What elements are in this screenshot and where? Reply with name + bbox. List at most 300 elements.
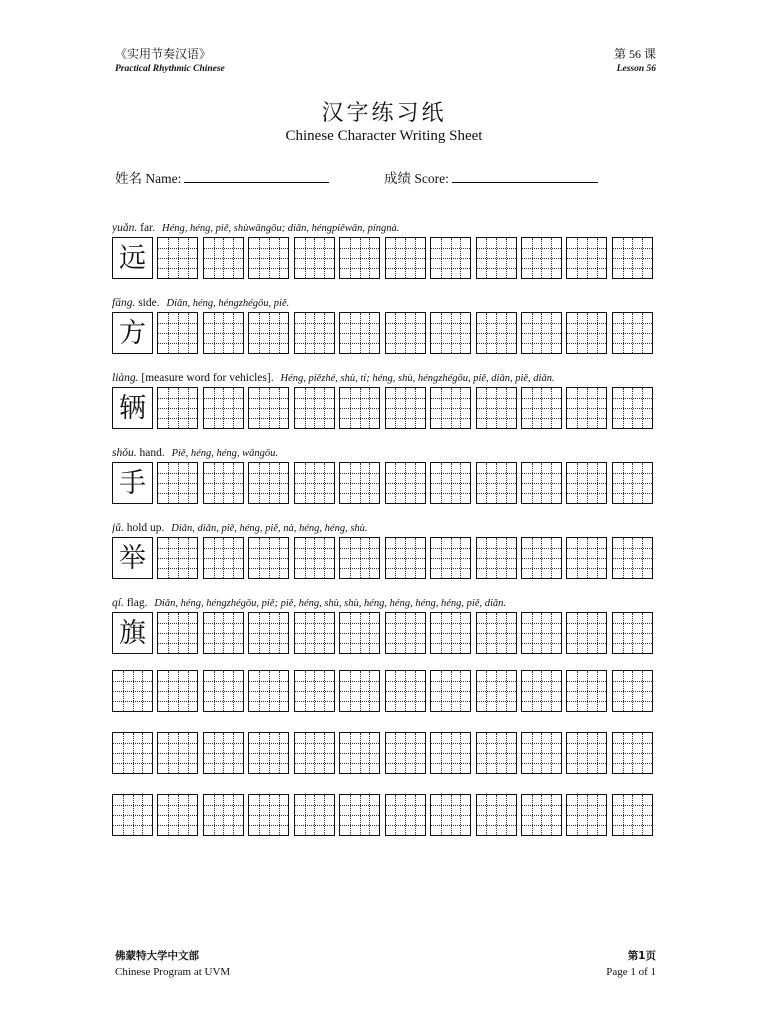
grid-guide-horizontal (386, 558, 425, 559)
grid-guide-horizontal (158, 333, 197, 334)
meaning-text: hold up. (126, 522, 165, 534)
grid-guide-horizontal (613, 268, 652, 269)
grid-guide-horizontal (204, 333, 243, 334)
grid-guide-horizontal (113, 681, 152, 682)
grid-guide-horizontal (613, 473, 652, 474)
grid-guide-horizontal (113, 763, 152, 764)
grid-guide-horizontal (386, 643, 425, 644)
grid-guide-horizontal (613, 408, 652, 409)
practice-cell[interactable] (248, 732, 289, 774)
meaning-text: [measure word for vehicles]. (141, 372, 274, 384)
stroke-order-text: Diǎn, héng, héngzhégōu, piě; piě, héng, shù, shù, héng, héng, héng, héng, piě, diǎn. (154, 598, 507, 609)
practice-cell[interactable] (203, 732, 244, 774)
grid-guide-horizontal (295, 753, 334, 754)
practice-cell[interactable] (521, 670, 562, 712)
practice-cell[interactable] (294, 612, 335, 654)
practice-row (112, 794, 657, 840)
practice-cell[interactable] (430, 612, 471, 654)
grid-guide-horizontal (522, 558, 561, 559)
grid-guide-horizontal (295, 268, 334, 269)
grid-guide-horizontal (295, 623, 334, 624)
grid-guide-horizontal (431, 815, 470, 816)
grid-guide-horizontal (204, 753, 243, 754)
model-character-cell (112, 312, 153, 354)
grid-guide-horizontal (567, 248, 606, 249)
grid-guide-horizontal (249, 398, 288, 399)
grid-guide-horizontal (204, 558, 243, 559)
grid-guide-horizontal (522, 753, 561, 754)
grid-guide-horizontal (431, 623, 470, 624)
grid-guide-horizontal (113, 701, 152, 702)
practice-cell[interactable] (521, 237, 562, 279)
grid-guide-horizontal (204, 258, 243, 259)
grid-guide-horizontal (295, 558, 334, 559)
grid-guide-horizontal (613, 643, 652, 644)
grid-guide-horizontal (340, 473, 379, 474)
practice-cell[interactable] (339, 732, 380, 774)
grid-guide-horizontal (249, 258, 288, 259)
meaning-text: far. (140, 222, 156, 234)
practice-cell[interactable] (612, 670, 653, 712)
grid-guide-horizontal (204, 398, 243, 399)
grid-guide-horizontal (567, 753, 606, 754)
practice-cell[interactable] (612, 387, 653, 429)
grid-guide-horizontal (613, 701, 652, 702)
grid-guide-horizontal (522, 691, 561, 692)
grid-guide-horizontal (386, 408, 425, 409)
practice-cell[interactable] (339, 670, 380, 712)
character-label (112, 520, 657, 537)
practice-cell[interactable] (248, 312, 289, 354)
practice-cell[interactable] (157, 732, 198, 774)
grid-guide-horizontal (158, 743, 197, 744)
grid-guide-horizontal (567, 805, 606, 806)
pinyin-text: qí. (112, 597, 124, 609)
grid-guide-horizontal (204, 268, 243, 269)
character-label (112, 220, 657, 237)
practice-cell[interactable] (203, 794, 244, 836)
grid-guide-horizontal (249, 268, 288, 269)
grid-guide-horizontal (340, 323, 379, 324)
practice-cell[interactable] (430, 537, 471, 579)
grid-guide-horizontal (295, 473, 334, 474)
practice-cell[interactable] (339, 237, 380, 279)
practice-cell[interactable] (294, 732, 335, 774)
practice-cell[interactable] (521, 462, 562, 504)
grid-guide-horizontal (340, 805, 379, 806)
practice-cell[interactable] (157, 387, 198, 429)
practice-cell[interactable] (612, 462, 653, 504)
grid-guide-horizontal (431, 743, 470, 744)
practice-cell[interactable] (294, 237, 335, 279)
practice-cell[interactable] (430, 732, 471, 774)
grid-guide-horizontal (613, 248, 652, 249)
grid-guide-horizontal (204, 691, 243, 692)
practice-cell[interactable] (385, 612, 426, 654)
grid-guide-horizontal (522, 248, 561, 249)
model-character-cell (112, 237, 153, 279)
grid-guide-horizontal (158, 398, 197, 399)
grid-guide-horizontal (477, 743, 516, 744)
practice-cell[interactable] (112, 732, 153, 774)
grid-guide-horizontal (477, 763, 516, 764)
grid-guide-horizontal (204, 743, 243, 744)
grid-guide-horizontal (477, 701, 516, 702)
stroke-order-text: Diǎn, héng, héngzhégōu, piě. (166, 298, 290, 309)
grid-guide-horizontal (431, 548, 470, 549)
pinyin-text: fāng. (112, 297, 136, 309)
model-character-cell (112, 537, 153, 579)
pinyin-text: jǔ. (112, 522, 124, 534)
grid-guide-horizontal (158, 493, 197, 494)
grid-guide-horizontal (522, 483, 561, 484)
grid-guide-horizontal (249, 805, 288, 806)
practice-cell[interactable] (612, 612, 653, 654)
grid-guide-horizontal (158, 548, 197, 549)
grid-guide-horizontal (340, 681, 379, 682)
practice-cell[interactable] (612, 237, 653, 279)
grid-guide-horizontal (158, 763, 197, 764)
grid-guide-horizontal (204, 825, 243, 826)
practice-cell[interactable] (566, 732, 607, 774)
grid-guide-horizontal (567, 825, 606, 826)
grid-guide-horizontal (522, 681, 561, 682)
practice-cell[interactable] (294, 670, 335, 712)
character-practice-block (112, 370, 657, 433)
practice-cell[interactable] (521, 732, 562, 774)
grid-guide-horizontal (295, 343, 334, 344)
practice-cell[interactable] (203, 670, 244, 712)
practice-cell[interactable] (294, 387, 335, 429)
practice-cell[interactable] (566, 537, 607, 579)
practice-cell[interactable] (339, 612, 380, 654)
practice-row (112, 387, 657, 433)
grid-guide-horizontal (522, 805, 561, 806)
score-underline[interactable] (452, 168, 598, 183)
grid-guide-horizontal (158, 483, 197, 484)
grid-guide-horizontal (158, 408, 197, 409)
grid-guide-horizontal (340, 333, 379, 334)
grid-guide-horizontal (340, 418, 379, 419)
practice-cell[interactable] (339, 387, 380, 429)
grid-guide-horizontal (295, 258, 334, 259)
practice-cell[interactable] (339, 537, 380, 579)
practice-cell[interactable] (385, 462, 426, 504)
practice-cell[interactable] (521, 612, 562, 654)
grid-guide-horizontal (386, 473, 425, 474)
model-character-cell (112, 612, 153, 654)
practice-cell[interactable] (294, 537, 335, 579)
blank-practice-block (112, 732, 657, 778)
score-field[interactable] (384, 167, 598, 187)
practice-row (112, 462, 657, 508)
practice-cell[interactable] (248, 670, 289, 712)
grid-guide-horizontal (431, 323, 470, 324)
practice-cell[interactable] (248, 612, 289, 654)
grid-guide-horizontal (431, 418, 470, 419)
grid-guide-horizontal (386, 701, 425, 702)
grid-guide-horizontal (522, 333, 561, 334)
practice-cell[interactable] (385, 794, 426, 836)
grid-guide-horizontal (158, 825, 197, 826)
character-label (112, 445, 657, 462)
practice-cell[interactable] (157, 670, 198, 712)
grid-guide-horizontal (249, 483, 288, 484)
grid-guide-horizontal (249, 418, 288, 419)
grid-guide-horizontal (158, 701, 197, 702)
grid-guide-horizontal (340, 643, 379, 644)
grid-guide-horizontal (613, 493, 652, 494)
grid-guide-horizontal (477, 691, 516, 692)
grid-guide-horizontal (613, 623, 652, 624)
grid-guide-horizontal (477, 418, 516, 419)
grid-guide-horizontal (386, 633, 425, 634)
grid-guide-horizontal (295, 398, 334, 399)
practice-cell[interactable] (157, 312, 198, 354)
practice-cell[interactable] (566, 794, 607, 836)
practice-cell[interactable] (612, 312, 653, 354)
grid-guide-horizontal (386, 483, 425, 484)
grid-guide-horizontal (158, 681, 197, 682)
practice-cell[interactable] (294, 312, 335, 354)
practice-cell[interactable] (521, 537, 562, 579)
grid-guide-horizontal (522, 398, 561, 399)
practice-row (112, 612, 657, 658)
practice-cell[interactable] (566, 237, 607, 279)
grid-guide-horizontal (158, 691, 197, 692)
grid-guide-horizontal (567, 643, 606, 644)
grid-guide-horizontal (522, 743, 561, 744)
practice-cell[interactable] (612, 794, 653, 836)
practice-cell[interactable] (339, 462, 380, 504)
grid-guide-horizontal (477, 333, 516, 334)
model-character-cell (112, 462, 153, 504)
grid-guide-horizontal (567, 681, 606, 682)
grid-guide-horizontal (431, 568, 470, 569)
practice-cell[interactable] (248, 237, 289, 279)
grid-guide-horizontal (613, 548, 652, 549)
grid-guide-horizontal (340, 825, 379, 826)
practice-cell[interactable] (430, 237, 471, 279)
practice-cell[interactable] (476, 462, 517, 504)
book-title-cn: 《实用节奏汉语》 (115, 47, 212, 61)
grid-guide-horizontal (431, 333, 470, 334)
grid-guide-horizontal (477, 623, 516, 624)
practice-cell[interactable] (112, 794, 153, 836)
practice-cell[interactable] (157, 537, 198, 579)
practice-cell[interactable] (521, 794, 562, 836)
grid-guide-horizontal (295, 333, 334, 334)
grid-guide-horizontal (567, 343, 606, 344)
practice-cell[interactable] (521, 312, 562, 354)
practice-cell[interactable] (294, 794, 335, 836)
grid-guide-horizontal (522, 323, 561, 324)
grid-guide-horizontal (340, 558, 379, 559)
model-character: 手 (113, 463, 152, 503)
name-underline[interactable] (184, 168, 329, 183)
character-practice-block (112, 595, 657, 658)
grid-guide-horizontal (249, 763, 288, 764)
practice-cell[interactable] (385, 670, 426, 712)
practice-cell[interactable] (430, 794, 471, 836)
grid-guide-horizontal (249, 558, 288, 559)
grid-guide-horizontal (249, 323, 288, 324)
practice-row (112, 537, 657, 583)
grid-guide-horizontal (249, 681, 288, 682)
practice-sheet (112, 220, 657, 856)
lesson-en: Lesson 56 (616, 64, 656, 74)
grid-guide-horizontal (567, 268, 606, 269)
grid-guide-horizontal (613, 258, 652, 259)
grid-guide-horizontal (431, 643, 470, 644)
practice-cell[interactable] (566, 387, 607, 429)
practice-cell[interactable] (566, 462, 607, 504)
practice-cell[interactable] (566, 312, 607, 354)
grid-guide-horizontal (204, 568, 243, 569)
grid-guide-horizontal (158, 643, 197, 644)
grid-guide-horizontal (431, 398, 470, 399)
grid-guide-horizontal (567, 558, 606, 559)
grid-guide-horizontal (158, 568, 197, 569)
grid-guide-horizontal (204, 343, 243, 344)
practice-cell[interactable] (385, 537, 426, 579)
grid-guide-horizontal (386, 691, 425, 692)
practice-cell[interactable] (476, 732, 517, 774)
practice-cell[interactable] (476, 312, 517, 354)
grid-guide-horizontal (522, 258, 561, 259)
grid-guide-horizontal (295, 643, 334, 644)
grid-guide-horizontal (386, 568, 425, 569)
practice-cell[interactable] (476, 612, 517, 654)
practice-cell[interactable] (203, 312, 244, 354)
practice-cell[interactable] (248, 462, 289, 504)
practice-cell[interactable] (430, 670, 471, 712)
practice-cell[interactable] (157, 612, 198, 654)
grid-guide-horizontal (431, 268, 470, 269)
grid-guide-horizontal (613, 333, 652, 334)
grid-guide-horizontal (431, 258, 470, 259)
practice-cell[interactable] (157, 794, 198, 836)
practice-cell[interactable] (385, 237, 426, 279)
grid-guide-horizontal (431, 483, 470, 484)
name-field[interactable] (115, 167, 329, 187)
grid-guide-horizontal (613, 691, 652, 692)
grid-guide-horizontal (340, 398, 379, 399)
practice-cell[interactable] (157, 237, 198, 279)
practice-cell[interactable] (476, 794, 517, 836)
grid-guide-horizontal (295, 805, 334, 806)
grid-guide-horizontal (158, 633, 197, 634)
grid-guide-horizontal (613, 633, 652, 634)
practice-cell[interactable] (521, 387, 562, 429)
grid-guide-horizontal (477, 323, 516, 324)
stroke-order-text: Piě, héng, héng, wāngōu. (171, 448, 279, 459)
grid-guide-horizontal (522, 643, 561, 644)
grid-guide-horizontal (567, 701, 606, 702)
grid-guide-horizontal (386, 753, 425, 754)
character-label (112, 370, 657, 387)
department-cn: 佛蒙特大学中文部 (115, 950, 199, 962)
practice-cell[interactable] (566, 612, 607, 654)
grid-guide-horizontal (477, 343, 516, 344)
grid-guide-horizontal (386, 248, 425, 249)
practice-cell[interactable] (248, 537, 289, 579)
grid-guide-horizontal (477, 483, 516, 484)
practice-cell[interactable] (203, 612, 244, 654)
practice-cell[interactable] (476, 237, 517, 279)
grid-guide-horizontal (613, 398, 652, 399)
grid-guide-horizontal (204, 815, 243, 816)
practice-cell[interactable] (612, 537, 653, 579)
practice-cell[interactable] (430, 462, 471, 504)
grid-guide-horizontal (340, 568, 379, 569)
stroke-order-text: Diǎn, diǎn, piě, héng, piě, nà, héng, héng, shù. (171, 523, 368, 534)
practice-cell[interactable] (476, 537, 517, 579)
practice-cell[interactable] (566, 670, 607, 712)
practice-cell[interactable] (430, 387, 471, 429)
practice-cell[interactable] (112, 670, 153, 712)
practice-cell[interactable] (339, 794, 380, 836)
grid-guide-horizontal (295, 483, 334, 484)
grid-guide-horizontal (386, 815, 425, 816)
grid-guide-horizontal (249, 548, 288, 549)
practice-cell[interactable] (612, 732, 653, 774)
header-left (115, 46, 225, 76)
grid-guide-horizontal (567, 408, 606, 409)
grid-guide-horizontal (613, 343, 652, 344)
practice-cell[interactable] (203, 237, 244, 279)
grid-guide-horizontal (477, 408, 516, 409)
practice-cell[interactable] (476, 387, 517, 429)
pinyin-text: liàng. (112, 372, 139, 384)
grid-guide-horizontal (158, 815, 197, 816)
practice-cell[interactable] (248, 387, 289, 429)
grid-guide-horizontal (340, 483, 379, 484)
grid-guide-horizontal (522, 473, 561, 474)
grid-guide-horizontal (567, 815, 606, 816)
practice-cell[interactable] (203, 387, 244, 429)
grid-guide-horizontal (204, 418, 243, 419)
grid-guide-horizontal (431, 493, 470, 494)
grid-guide-horizontal (158, 268, 197, 269)
practice-cell[interactable] (430, 312, 471, 354)
grid-guide-horizontal (295, 323, 334, 324)
practice-cell[interactable] (385, 387, 426, 429)
meaning-text: flag. (126, 597, 148, 609)
practice-cell[interactable] (385, 732, 426, 774)
practice-cell[interactable] (339, 312, 380, 354)
header-right (614, 46, 656, 76)
practice-cell[interactable] (157, 462, 198, 504)
grid-guide-horizontal (567, 633, 606, 634)
practice-cell[interactable] (203, 462, 244, 504)
grid-guide-horizontal (386, 418, 425, 419)
practice-row (112, 732, 657, 778)
grid-guide-horizontal (204, 633, 243, 634)
stroke-order-text: Héng, héng, piě, shùwāngōu; diǎn, héngpiěwān, píngnà. (162, 223, 400, 234)
practice-cell[interactable] (385, 312, 426, 354)
footer-left (115, 948, 230, 980)
grid-guide-horizontal (249, 343, 288, 344)
grid-guide-horizontal (431, 753, 470, 754)
practice-cell[interactable] (203, 537, 244, 579)
page-title-en: Chinese Character Writing Sheet (285, 128, 483, 144)
footer-right (606, 948, 656, 980)
practice-cell[interactable] (248, 794, 289, 836)
practice-cell[interactable] (476, 670, 517, 712)
grid-guide-horizontal (613, 323, 652, 324)
practice-cell[interactable] (294, 462, 335, 504)
